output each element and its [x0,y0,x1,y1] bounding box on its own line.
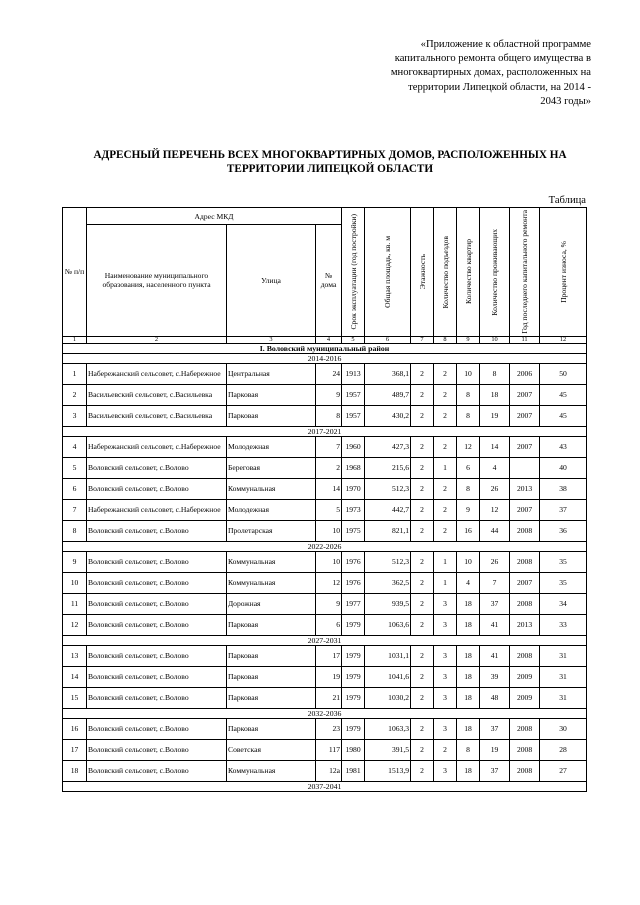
house-number-cell: 117 [316,739,342,760]
entrances-cell: 2 [434,405,457,426]
wear-cell: 35 [540,572,587,593]
header-year-built-text: Срок эксплуатации (год постройки) [348,214,358,330]
floors-cell: 2 [411,760,434,781]
area-cell: 1513,9 [365,760,411,781]
appendix-line: многоквартирных домах, расположенных на [390,67,591,79]
year-built-cell: 1976 [342,572,365,593]
last-repair-cell: 2007 [510,384,540,405]
year-built-cell: 1975 [342,520,365,541]
entrances-cell: 3 [434,760,457,781]
table-label: Таблица [548,195,586,206]
row-number: 11 [63,593,87,614]
house-number-cell: 14 [316,478,342,499]
apartments-cell: 18 [457,614,480,635]
column-number: 12 [540,336,587,343]
street-cell: Молодежная [227,499,316,520]
appendix-line: 2043 годы» [540,95,591,107]
document-title [60,148,600,176]
wear-cell: 33 [540,614,587,635]
municipality-cell: Васильевский сельсовет, с.Васильевка [87,405,227,426]
municipality-cell: Воловский сельсовет, с.Волово [87,645,227,666]
last-repair-cell: 2013 [510,614,540,635]
area-cell: 430,2 [365,405,411,426]
floors-cell: 2 [411,645,434,666]
header-area [365,208,411,337]
entrances-cell: 3 [434,687,457,708]
municipality-cell: Набережанский сельсовет, с.Набережное [87,499,227,520]
year-built-cell: 1976 [342,551,365,572]
row-number: 16 [63,718,87,739]
table-row [63,614,587,635]
municipality-cell: Воловский сельсовет, с.Волово [87,520,227,541]
house-number-cell: 8 [316,405,342,426]
last-repair-cell: 2008 [510,593,540,614]
street-cell: Парковая [227,666,316,687]
residents-cell: 14 [480,436,510,457]
column-number: 3 [227,336,316,343]
period-heading: 2014-2016 [63,353,587,363]
residents-cell: 19 [480,739,510,760]
street-cell: Коммунальная [227,478,316,499]
row-number: 14 [63,666,87,687]
floors-cell: 2 [411,384,434,405]
area-cell: 391,5 [365,739,411,760]
floors-cell: 2 [411,593,434,614]
column-number: 10 [480,336,510,343]
residents-cell: 39 [480,666,510,687]
floors-cell: 2 [411,478,434,499]
floors-cell: 2 [411,739,434,760]
floors-cell: 2 [411,687,434,708]
year-built-cell: 1957 [342,384,365,405]
area-cell: 489,7 [365,384,411,405]
apartments-cell: 8 [457,384,480,405]
appendix-line: «Приложение к областной программе [420,39,591,50]
residents-cell: 4 [480,457,510,478]
residents-cell: 37 [480,593,510,614]
row-number: 17 [63,739,87,760]
apartments-cell: 18 [457,718,480,739]
municipality-cell: Воловский сельсовет, с.Волово [87,614,227,635]
header-last-repair-text: Год последнего капитального ремонта [520,210,530,334]
house-number-cell: 12 [316,572,342,593]
entrances-cell: 3 [434,666,457,687]
year-built-cell: 1970 [342,478,365,499]
entrances-cell: 2 [434,363,457,384]
street-cell: Советская [227,739,316,760]
floors-cell: 2 [411,614,434,635]
house-number-cell: 9 [316,593,342,614]
table-row [63,718,587,739]
entrances-cell: 3 [434,614,457,635]
last-repair-cell: 2007 [510,405,540,426]
title-line-2: ТЕРРИТОРИИ ЛИПЕЦКОЙ ОБЛАСТИ [226,163,434,175]
municipality-cell: Воловский сельсовет, с.Волово [87,760,227,781]
residents-cell: 19 [480,405,510,426]
district-heading: I. Воловский муниципальный район [63,343,587,353]
header-floors [411,208,434,337]
area-cell: 512,3 [365,478,411,499]
wear-cell: 40 [540,457,587,478]
apartments-cell: 8 [457,478,480,499]
street-cell: Парковая [227,718,316,739]
entrances-cell: 3 [434,645,457,666]
entrances-cell: 2 [434,739,457,760]
last-repair-cell [510,457,540,478]
row-number: 6 [63,478,87,499]
table-row [63,499,587,520]
header-year-built [342,208,365,337]
year-built-cell: 1979 [342,718,365,739]
area-cell: 1041,6 [365,666,411,687]
table-row [63,739,587,760]
apartments-cell: 8 [457,739,480,760]
header-area-text: Общая площадь, кв. м [383,235,393,308]
floors-cell: 2 [411,499,434,520]
apartments-cell: 8 [457,405,480,426]
house-number-cell: 7 [316,436,342,457]
row-number: 9 [63,551,87,572]
residents-cell: 48 [480,687,510,708]
header-last-repair [510,208,540,337]
area-cell: 215,6 [365,457,411,478]
period-heading: 2027-2031 [63,635,587,645]
apartments-cell: 16 [457,520,480,541]
apartments-cell: 12 [457,436,480,457]
row-number: 10 [63,572,87,593]
municipality-cell: Воловский сельсовет, с.Волово [87,572,227,593]
area-cell: 512,3 [365,551,411,572]
row-number: 3 [63,405,87,426]
year-built-cell: 1977 [342,593,365,614]
header-street: Улица [227,225,316,336]
title-line-1: АДРЕСНЫЙ ПЕРЕЧЕНЬ ВСЕХ МНОГОКВАРТИРНЫХ ДОМОВ, РАСПОЛОЖЕННЫХ НА [93,149,567,161]
last-repair-cell: 2008 [510,520,540,541]
last-repair-cell: 2007 [510,436,540,457]
header-floors-text: Этажность [417,254,427,290]
residents-cell: 7 [480,572,510,593]
header-house: № дома [316,225,342,336]
last-repair-cell: 2006 [510,363,540,384]
appendix-line: капитального ремонта общего имущества в [394,53,591,65]
wear-cell: 37 [540,499,587,520]
table-row [63,572,587,593]
table-row [63,478,587,499]
house-number-cell: 6 [316,614,342,635]
municipality-cell: Набережанский сельсовет, с.Набережное [87,436,227,457]
apartments-cell: 18 [457,687,480,708]
header-num: № п/п [63,208,87,337]
row-number: 1 [63,363,87,384]
area-cell: 821,1 [365,520,411,541]
municipality-cell: Воловский сельсовет, с.Волово [87,718,227,739]
period-heading: 2032-2036 [63,708,587,718]
last-repair-cell: 2008 [510,551,540,572]
area-cell: 1063,3 [365,718,411,739]
street-cell: Береговая [227,457,316,478]
header-residents [480,208,510,337]
last-repair-cell: 2007 [510,499,540,520]
floors-cell: 2 [411,363,434,384]
entrances-cell: 2 [434,520,457,541]
floors-cell: 2 [411,551,434,572]
appendix-line: территории Липецкой области, на 2014 - [408,81,591,93]
entrances-cell: 1 [434,572,457,593]
house-number-cell: 21 [316,687,342,708]
table-row [63,666,587,687]
last-repair-cell: 2009 [510,687,540,708]
table-row [63,405,587,426]
column-number: 6 [365,336,411,343]
period-heading: 2037-2041 [63,781,587,791]
municipality-cell: Набережанский сельсовет, с.Набережное [87,363,227,384]
wear-cell: 36 [540,520,587,541]
row-number: 8 [63,520,87,541]
row-number: 5 [63,457,87,478]
row-number: 15 [63,687,87,708]
last-repair-cell: 2008 [510,718,540,739]
street-cell: Пролетарская [227,520,316,541]
header-wear [540,208,587,337]
entrances-cell: 2 [434,478,457,499]
house-number-cell: 2 [316,457,342,478]
residents-cell: 41 [480,614,510,635]
year-built-cell: 1980 [342,739,365,760]
municipality-cell: Воловский сельсовет, с.Волово [87,478,227,499]
house-number-cell: 24 [316,363,342,384]
street-cell: Молодежная [227,436,316,457]
street-cell: Дорожная [227,593,316,614]
residents-cell: 41 [480,645,510,666]
apartments-cell: 10 [457,551,480,572]
apartments-cell: 6 [457,457,480,478]
last-repair-cell: 2008 [510,760,540,781]
year-built-cell: 1968 [342,457,365,478]
table-row [63,520,587,541]
apartments-cell: 18 [457,645,480,666]
municipality-cell: Воловский сельсовет, с.Волово [87,666,227,687]
area-cell: 368,1 [365,363,411,384]
area-cell: 427,3 [365,436,411,457]
house-number-cell: 23 [316,718,342,739]
wear-cell: 28 [540,739,587,760]
apartments-cell: 4 [457,572,480,593]
floors-cell: 2 [411,718,434,739]
header-address-group: Адрес МКД [87,208,342,225]
area-cell: 442,7 [365,499,411,520]
year-built-cell: 1979 [342,614,365,635]
street-cell: Парковая [227,687,316,708]
wear-cell: 31 [540,645,587,666]
row-number: 7 [63,499,87,520]
row-number: 2 [63,384,87,405]
year-built-cell: 1981 [342,760,365,781]
street-cell: Центральная [227,363,316,384]
entrances-cell: 3 [434,593,457,614]
year-built-cell: 1957 [342,405,365,426]
last-repair-cell: 2008 [510,739,540,760]
municipality-cell: Воловский сельсовет, с.Волово [87,593,227,614]
column-number: 11 [510,336,540,343]
period-heading: 2017-2021 [63,426,587,436]
year-built-cell: 1960 [342,436,365,457]
apartments-cell: 10 [457,363,480,384]
house-number-cell: 19 [316,666,342,687]
column-number: 8 [434,336,457,343]
street-cell: Парковая [227,614,316,635]
entrances-cell: 1 [434,551,457,572]
period-heading: 2022-2026 [63,541,587,551]
table-row [63,551,587,572]
apartments-cell: 18 [457,593,480,614]
floors-cell: 2 [411,457,434,478]
area-cell: 362,5 [365,572,411,593]
house-number-cell: 9 [316,384,342,405]
table-row [63,436,587,457]
column-number: 1 [63,336,87,343]
header-entrances-text: Количество подъездов [440,235,450,309]
residents-cell: 12 [480,499,510,520]
municipality-cell: Васильевский сельсовет, с.Васильевка [87,384,227,405]
table-row [63,760,587,781]
wear-cell: 43 [540,436,587,457]
residents-cell: 26 [480,478,510,499]
column-number: 7 [411,336,434,343]
street-cell: Коммунальная [227,760,316,781]
header-apartments-text: Количество квартир [463,239,473,305]
year-built-cell: 1979 [342,666,365,687]
year-built-cell: 1979 [342,645,365,666]
table-row [63,645,587,666]
appendix-note [331,38,591,109]
wear-cell: 50 [540,363,587,384]
house-number-cell: 17 [316,645,342,666]
column-number: 2 [87,336,227,343]
table-row [63,457,587,478]
entrances-cell: 2 [434,499,457,520]
wear-cell: 35 [540,551,587,572]
year-built-cell: 1979 [342,687,365,708]
column-number: 5 [342,336,365,343]
house-number-cell: 10 [316,551,342,572]
street-cell: Коммунальная [227,551,316,572]
table-row [63,384,587,405]
residents-cell: 37 [480,718,510,739]
wear-cell: 45 [540,405,587,426]
area-cell: 939,5 [365,593,411,614]
floors-cell: 2 [411,666,434,687]
last-repair-cell: 2009 [510,666,540,687]
residents-cell: 37 [480,760,510,781]
header-entrances [434,208,457,337]
entrances-cell: 3 [434,718,457,739]
municipality-cell: Воловский сельсовет, с.Волово [87,551,227,572]
house-number-cell: 12а [316,760,342,781]
entrances-cell: 2 [434,384,457,405]
floors-cell: 2 [411,405,434,426]
last-repair-cell: 2013 [510,478,540,499]
area-cell: 1031,1 [365,645,411,666]
apartments-cell: 18 [457,666,480,687]
column-number: 4 [316,336,342,343]
area-cell: 1063,6 [365,614,411,635]
row-number: 18 [63,760,87,781]
apartments-cell: 18 [457,760,480,781]
municipality-cell: Воловский сельсовет, с.Волово [87,739,227,760]
row-number: 4 [63,436,87,457]
wear-cell: 31 [540,687,587,708]
header-municipality: Наименование муниципального образования, населенного пункта [87,225,227,336]
area-cell: 1030,2 [365,687,411,708]
apartments-cell: 9 [457,499,480,520]
column-number: 9 [457,336,480,343]
row-number: 12 [63,614,87,635]
header-apartments [457,208,480,337]
table-row [63,363,587,384]
table-row [63,593,587,614]
row-number: 13 [63,645,87,666]
header-residents-text: Количество проживающих [490,228,500,316]
house-number-cell: 10 [316,520,342,541]
floors-cell: 2 [411,436,434,457]
house-number-cell: 5 [316,499,342,520]
floors-cell: 2 [411,572,434,593]
municipality-cell: Воловский сельсовет, с.Волово [87,687,227,708]
wear-cell: 45 [540,384,587,405]
wear-cell: 27 [540,760,587,781]
wear-cell: 38 [540,478,587,499]
entrances-cell: 1 [434,457,457,478]
residents-cell: 26 [480,551,510,572]
residents-cell: 8 [480,363,510,384]
street-cell: Парковая [227,405,316,426]
wear-cell: 34 [540,593,587,614]
residents-cell: 18 [480,384,510,405]
street-cell: Коммунальная [227,572,316,593]
wear-cell: 30 [540,718,587,739]
last-repair-cell: 2007 [510,572,540,593]
last-repair-cell: 2008 [510,645,540,666]
year-built-cell: 1973 [342,499,365,520]
wear-cell: 31 [540,666,587,687]
address-table [62,207,586,792]
entrances-cell: 2 [434,436,457,457]
street-cell: Парковая [227,384,316,405]
municipality-cell: Воловский сельсовет, с.Волово [87,457,227,478]
table-row [63,687,587,708]
year-built-cell: 1913 [342,363,365,384]
street-cell: Парковая [227,645,316,666]
floors-cell: 2 [411,520,434,541]
residents-cell: 44 [480,520,510,541]
table-body [63,343,587,791]
header-wear-text: Процент износа, % [558,240,568,303]
